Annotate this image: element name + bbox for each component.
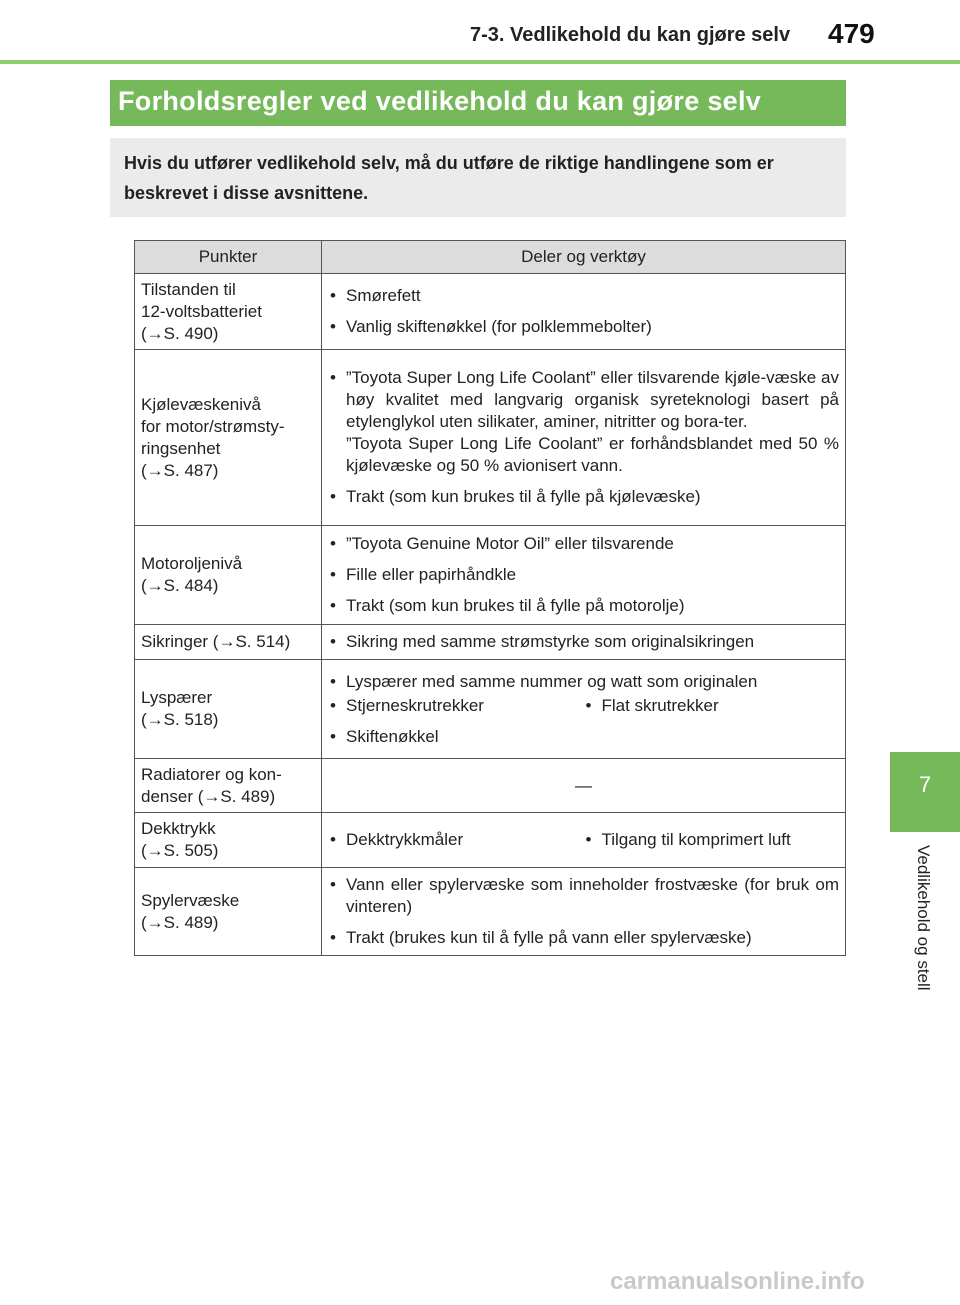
tools-cell [322,526,846,625]
tools-cell-empty: — [322,759,846,813]
table-row [135,526,846,625]
list-item: • Fille eller papirhåndkle [328,564,839,586]
item-cell [135,660,322,759]
table-row [135,813,846,868]
item-cell [135,526,322,625]
table-row [135,625,846,660]
list-item: • Sikring med samme strømstyrke som originalsikringen [328,631,839,653]
running-header: 7-3. Vedlikehold du kan gjøre selv [470,24,791,46]
list-item: • Tilgang til komprimert luft [584,829,840,851]
header-tools: Deler og verktøy [322,241,846,274]
header-items: Punkter [135,241,322,274]
two-column-list [328,829,839,851]
list-item: • Dekktrykkmåler [328,829,584,851]
tools-cell [322,350,846,526]
item-cell [135,274,322,350]
item-text: Tilstanden til 12-voltsbatteriet (→S. 490) [141,279,262,343]
item-text: Kjølevæskenivå for motor/strømsty- ringsenhet (→S. 487) [141,394,285,480]
item-cell [135,813,322,868]
section-banner [110,80,846,126]
item-text: Spylervæske (→S. 489) [141,890,240,932]
item-text: Sikringer (→S. 514) [141,632,291,651]
list-item: • Lyspærer med samme nummer og watt som originalen [328,671,839,693]
section-title: Forholdsregler ved vedlikehold du kan gjøre selv [118,86,762,116]
table-row [135,660,846,759]
list-item: • Trakt (som kun brukes til å fylle på motorolje) [328,595,839,617]
table-row [135,759,846,813]
two-column-list [328,695,839,717]
table-row [135,350,846,526]
list-item: • Skiftenøkkel [328,726,839,748]
table-header-row [135,241,846,274]
table-row [135,868,846,956]
list-item: • Smørefett [328,285,839,307]
list-item: • Trakt (brukes kun til å fylle på vann eller spylervæske) [328,927,839,949]
tools-cell [322,625,846,660]
list-item: • ”Toyota Super Long Life Coolant” eller tilsvarende kjøle-væske av høy kvalitet med langvarig organisk syreteknologi basert på etylenglykol uten silikater, aminer, nitritter og bora-ter. ”Toyota Super Long Life Coolant” er forhåndsblandet med 50 % kjølevæske og 50 % avionisert vann. [328,367,839,477]
header-rule [0,60,960,64]
tools-cell [322,813,846,868]
table-row [135,274,846,350]
watermark: carmanualsonline.info [610,1268,865,1295]
item-text: Radiatorer og kon- denser (→S. 489) [141,764,282,806]
list-item: • Vanlig skiftenøkkel (for polklemmebolter) [328,316,839,338]
chapter-label: Vedlikehold og stell [914,845,933,991]
item-text: Lyspærer (→S. 518) [141,688,219,729]
page-number: 479 [828,18,875,49]
item-cell [135,759,322,813]
list-item: • Stjerneskrutrekker [328,695,584,717]
item-text: Motoroljenivå (→S. 484) [141,554,243,595]
list-item: • Vann eller spylervæske som inneholder frostvæske (for bruk om vinteren) [328,874,839,918]
intro-text: Hvis du utfører vedlikehold selv, må du utføre de riktige handlingene som er beskrevet i disse avsnittene. [124,153,774,203]
tools-cell [322,274,846,350]
list-item: • Flat skrutrekker [584,695,840,717]
item-cell [135,868,322,956]
list-item: • ”Toyota Genuine Motor Oil” eller tilsvarende [328,533,839,555]
item-text: Dekktrykk (→S. 505) [141,819,219,860]
tools-cell [322,660,846,759]
item-cell [135,625,322,660]
chapter-number: 7 [918,772,932,797]
tools-cell [322,868,846,956]
intro-box [110,138,846,217]
maintenance-table [134,240,846,956]
item-cell [135,350,322,526]
list-item: • Trakt (som kun brukes til å fylle på kjølevæske) [328,486,839,508]
